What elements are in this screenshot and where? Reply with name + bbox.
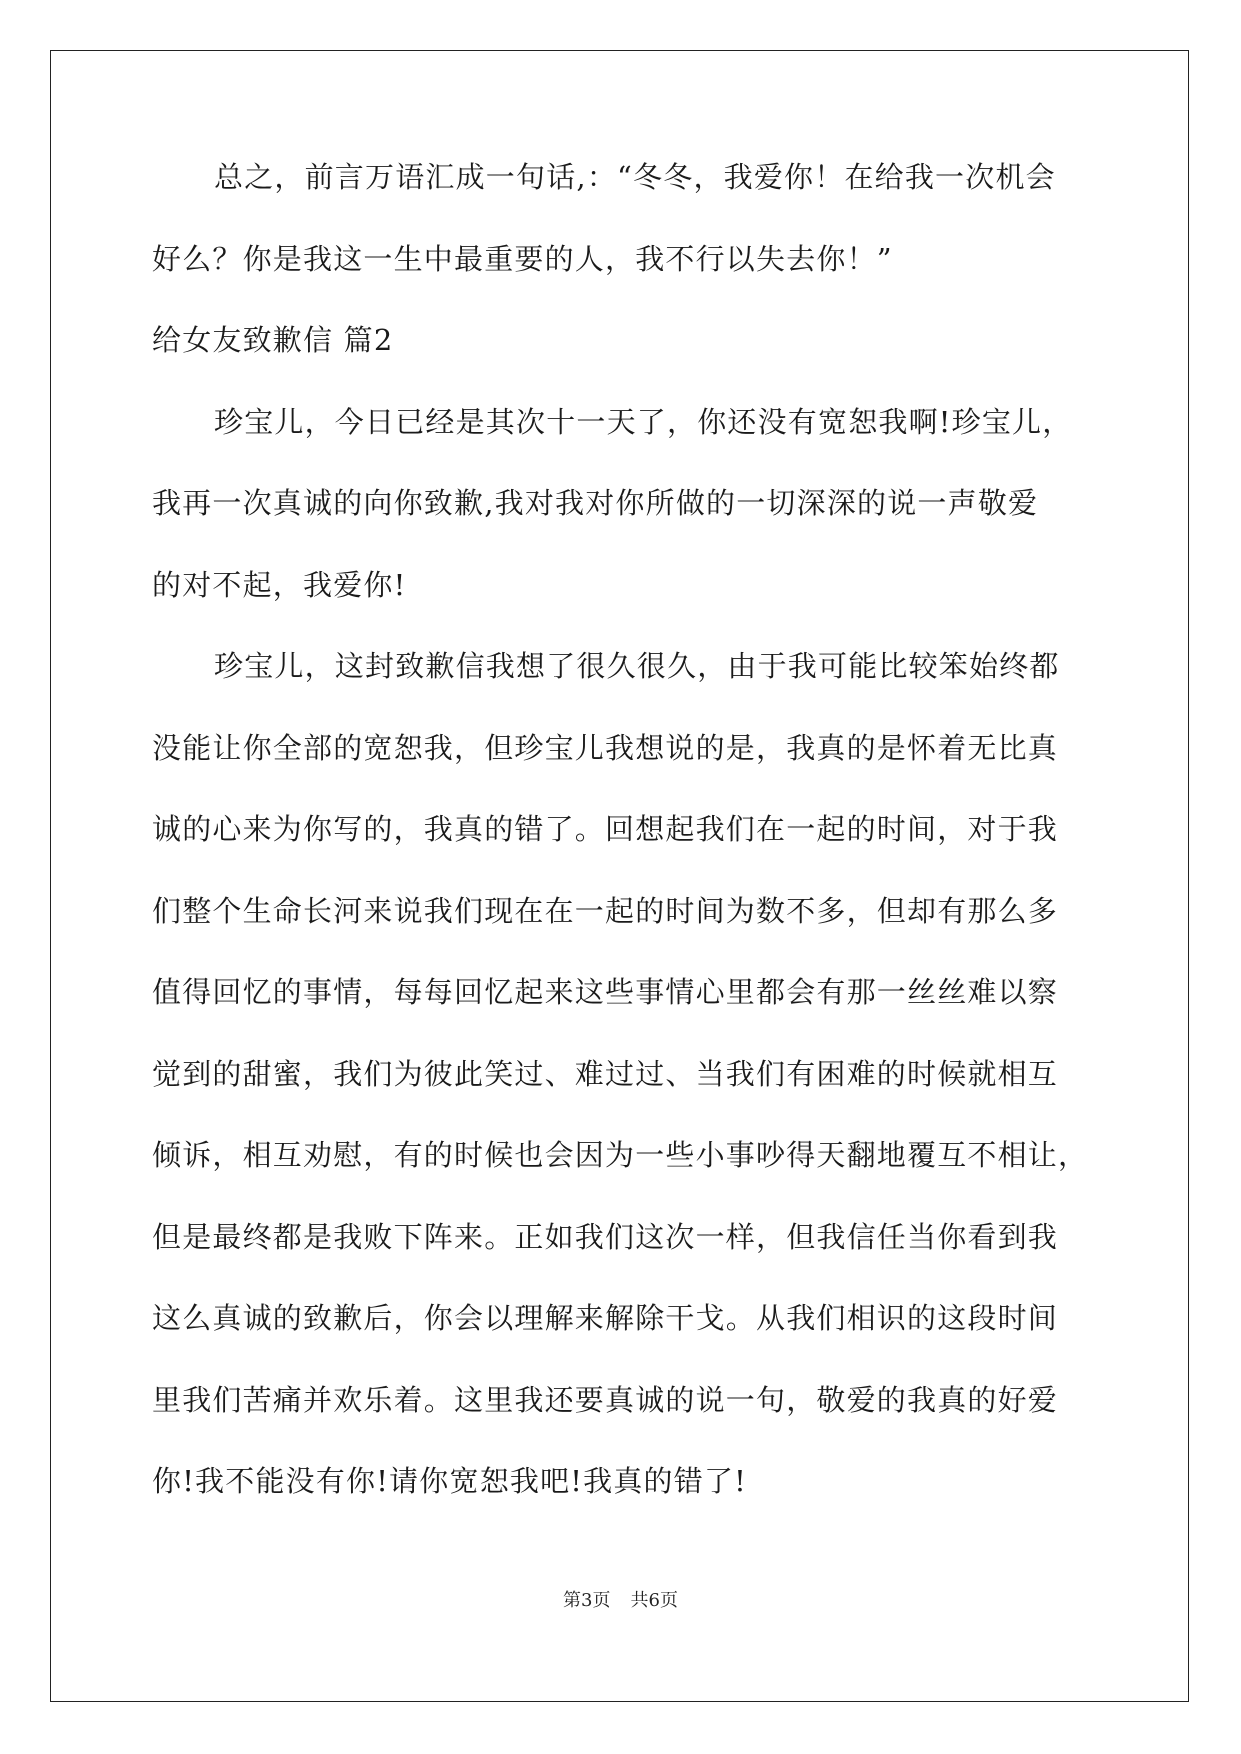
paragraph-2-line-1: 珍宝儿，今日已经是其次十一天了，你还没有宽恕我啊!珍宝儿， — [214, 404, 1073, 439]
paragraph-1-line-2: 好么？你是我这一生中最重要的人，我不行以失去你！” — [152, 241, 893, 276]
paragraph-3-line-1: 珍宝儿，这封致歉信我想了很久很久，由于我可能比较笨始终都 — [214, 649, 1060, 683]
paragraph-3-line-8: 但是最终都是我败下阵来。正如我们这次一样，但我信任当你看到我 — [152, 1219, 1059, 1254]
paragraph-3-line-10: 里我们苦痛并欢乐着。这里我还要真诚的说一句，敬爱的我真的好爱 — [152, 1382, 1059, 1417]
paragraph-3-line-9: 这么真诚的致歉后，你会以理解来解除干戈。从我们相识的这段时间 — [152, 1301, 1059, 1335]
paragraph-2-line-3: 的对不起，我爱你! — [152, 567, 407, 602]
page-number-total: 共6页 — [630, 1590, 678, 1611]
page-number-current: 第3页 — [563, 1590, 611, 1611]
paragraph-3-line-7: 倾诉，相互劝慰，有的时候也会因为一些小事吵得天翻地覆互不相让， — [152, 1138, 1089, 1172]
paragraph-2-line-2: 我再一次真诚的向你致歉,我对我对你所做的一切深深的说一声敬爱 — [152, 486, 1039, 520]
paragraph-3-line-2: 没能让你全部的宽恕我，但珍宝儿我想说的是，我真的是怀着无比真 — [152, 730, 1059, 765]
paragraph-3-line-4: 们整个生命长河来说我们现在在一起的时间为数不多，但却有那么多 — [152, 893, 1059, 928]
page-footer — [0, 1586, 1241, 1612]
paragraph-3-line-11: 你!我不能没有你!请你宽恕我吧!我真的错了! — [152, 1464, 748, 1498]
paragraph-3-line-3: 诚的心来为你写的，我真的错了。回想起我们在一起的时间，对于我 — [152, 812, 1059, 846]
document-body — [152, 160, 1089, 1546]
section-heading: 给女友致歉信 篇2 — [152, 323, 394, 357]
paragraph-3-line-5: 值得回忆的事情，每每回忆起来这些事情心里都会有那一丝丝难以察 — [152, 975, 1059, 1009]
paragraph-3-line-6: 觉到的甜蜜，我们为彼此笑过、难过过、当我们有困难的时候就相互 — [152, 1056, 1059, 1091]
paragraph-1-line-1: 总之，前言万语汇成一句话,：“冬冬，我爱你！在给我一次机会 — [214, 160, 1056, 194]
